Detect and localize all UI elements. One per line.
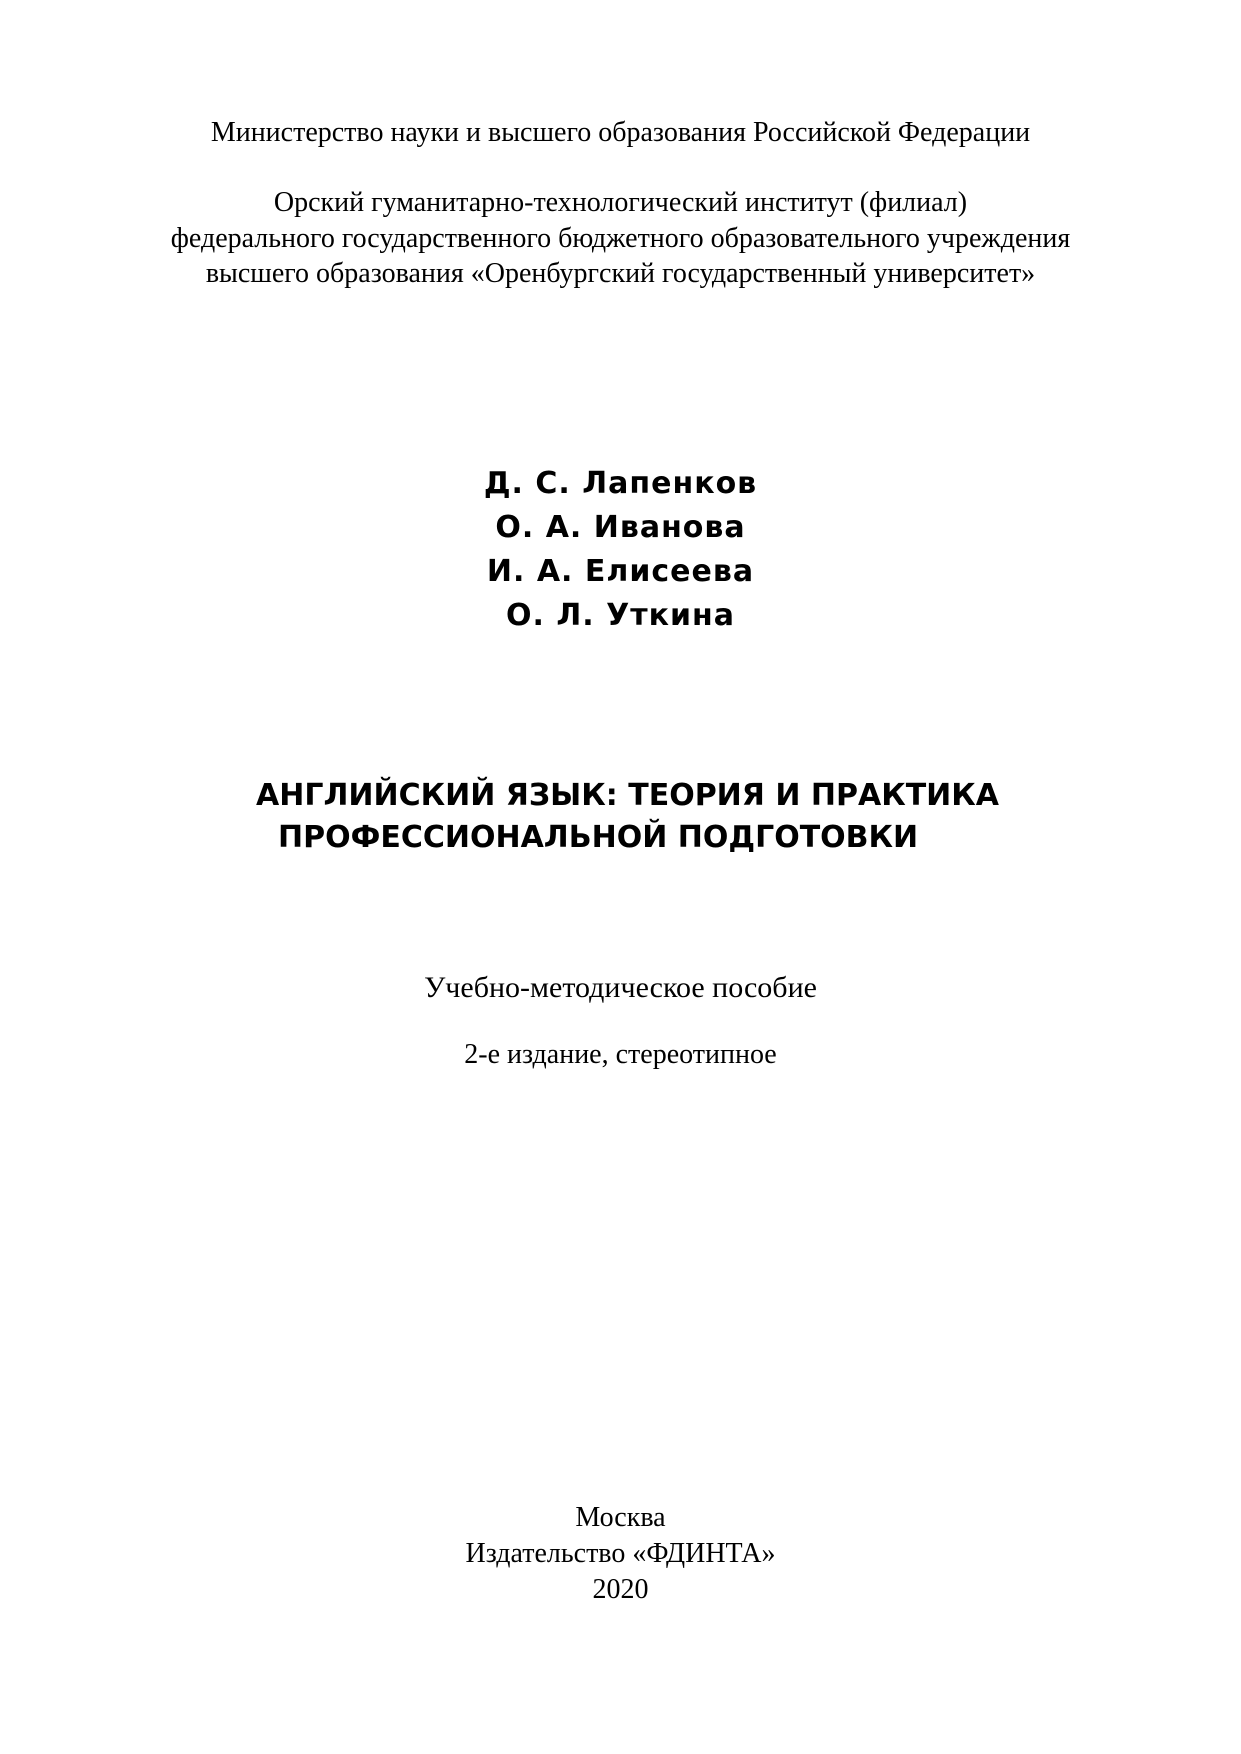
author-4: О. Л. Уткина xyxy=(506,598,735,633)
author-3: И. А. Елисеева xyxy=(486,554,755,589)
book-title-line-2: ПРОФЕССИОНАЛЬНОЙ ПОДГОТОВКИ xyxy=(278,820,919,855)
author-2: О. А. Иванова xyxy=(495,510,746,545)
book-subtitle: Учебно-методическое пособие xyxy=(424,971,817,1004)
publication-year: 2020 xyxy=(592,1574,649,1605)
book-title-line-1: АНГЛИЙСКИЙ ЯЗЫК: ТЕОРИЯ И ПРАКТИКА xyxy=(256,778,1000,813)
edition-note: 2-е издание, стереотипное xyxy=(464,1039,777,1070)
publisher-name: Издательство «ФДИНТА» xyxy=(465,1538,776,1569)
author-1: Д. С. Лапенков xyxy=(483,466,758,501)
publication-city: Москва xyxy=(575,1502,666,1533)
institution-line-3: высшего образования «Оренбургский государственный университет» xyxy=(205,258,1036,289)
institution-line-1: Орский гуманитарно-технологический институт (филиал) xyxy=(273,187,968,218)
institution-line-2: федерального государственного бюджетного образовательного учреждения xyxy=(170,223,1071,254)
ministry-line: Министерство науки и высшего образования Российской Федерации xyxy=(210,117,1031,148)
